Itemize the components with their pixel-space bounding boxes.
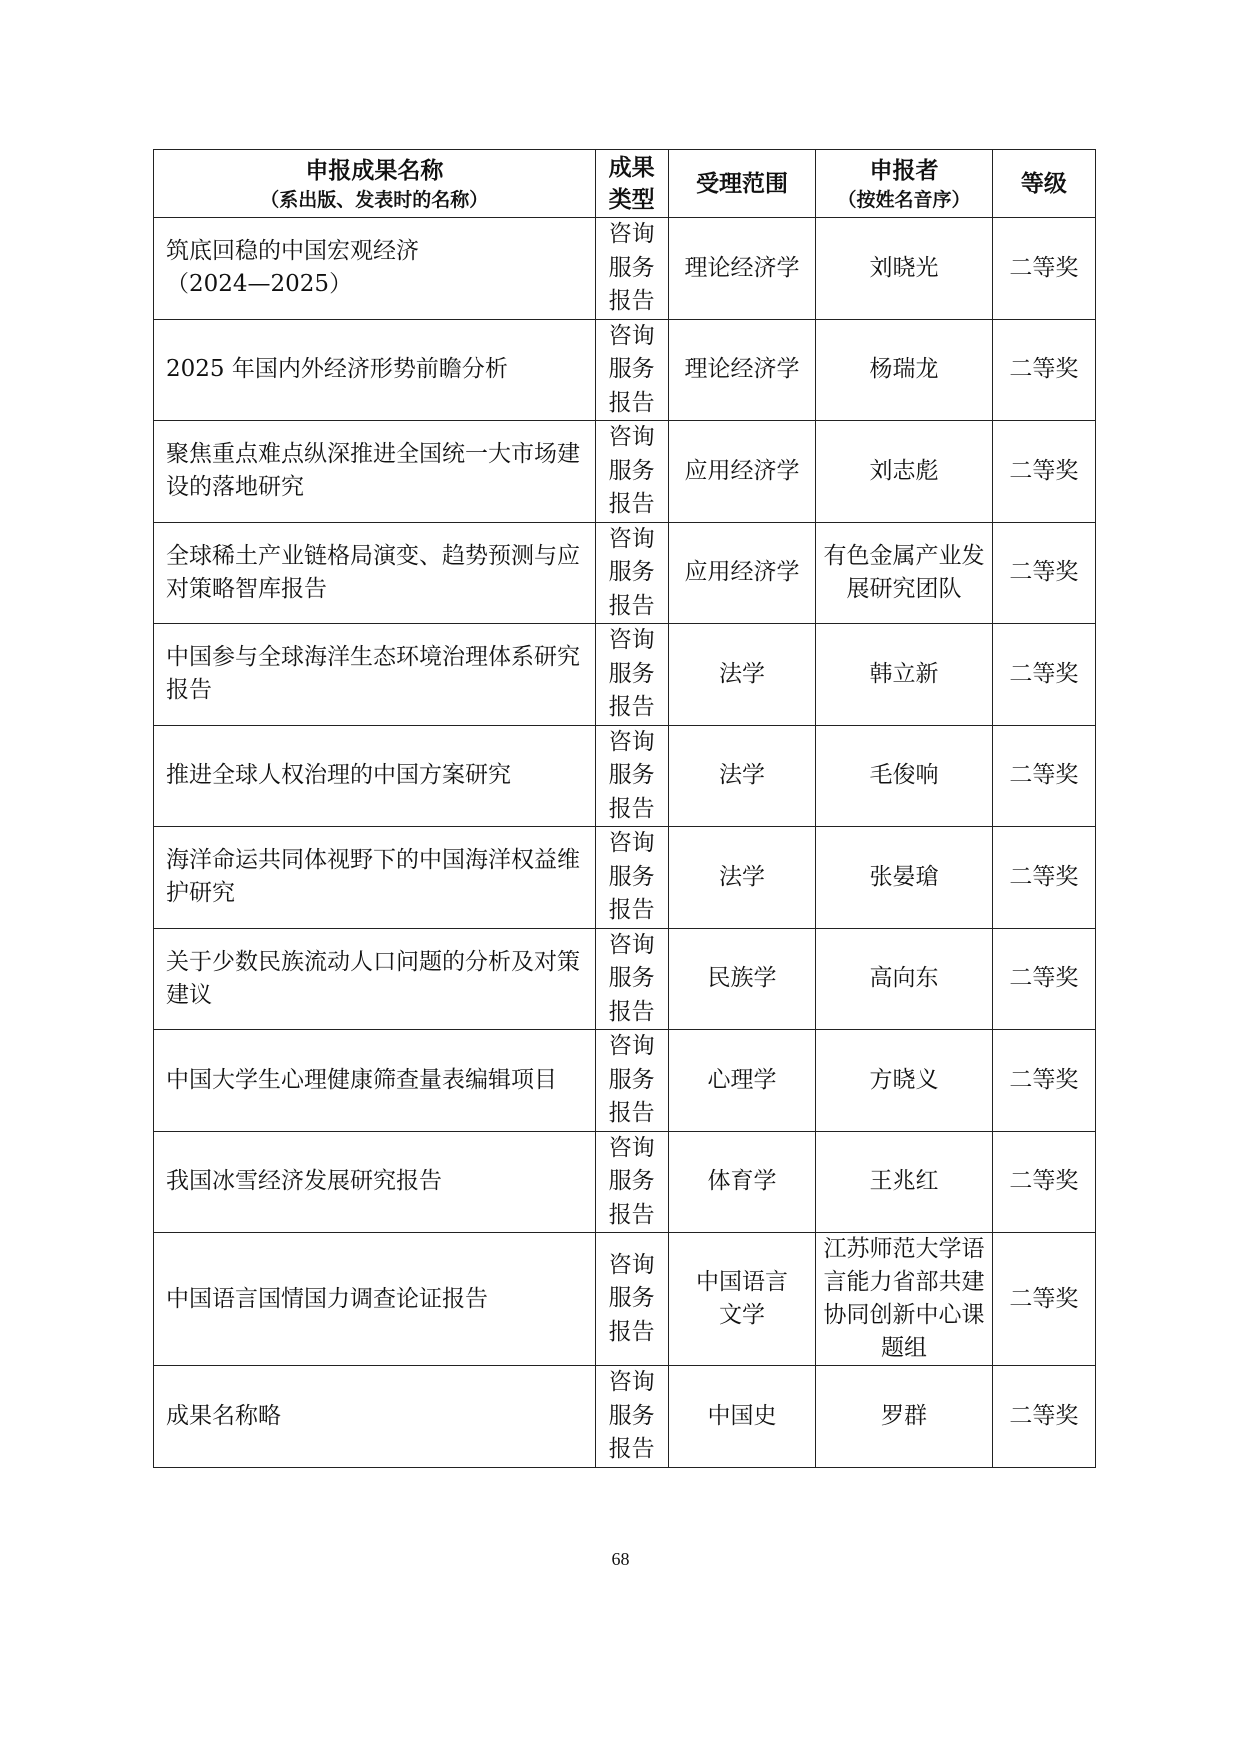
cell-achievement-type <box>595 1131 668 1233</box>
header-achievement-name <box>154 150 596 218</box>
cell-achievement-type <box>595 218 668 320</box>
type-line: 服务 <box>608 1066 655 1093</box>
cell-scope: 法学 <box>668 624 816 726</box>
cell-applicant: 杨瑞龙 <box>816 319 992 421</box>
type-line: 服务 <box>608 1402 655 1429</box>
cell-scope: 中国史 <box>668 1366 816 1468</box>
type-line: 咨询 <box>608 525 655 552</box>
type-line: 咨询 <box>608 322 655 349</box>
cell-achievement-name: 我国冰雪经济发展研究报告 <box>154 1131 596 1233</box>
cell-achievement-name: 聚焦重点难点纵深推进全国统一大市场建设的落地研究 <box>154 421 596 523</box>
cell-applicant: 王兆红 <box>816 1131 992 1233</box>
header-applicant-main: 申报者 <box>869 156 939 184</box>
cell-grade: 二等奖 <box>992 319 1095 421</box>
type-line: 报告 <box>608 1436 655 1462</box>
table-row <box>154 624 1096 726</box>
cell-grade: 二等奖 <box>992 1233 1095 1366</box>
cell-applicant: 江苏师范大学语言能力省部共建协同创新中心课题组 <box>816 1233 992 1366</box>
cell-grade: 二等奖 <box>992 725 1095 827</box>
table-row <box>154 1030 1096 1132</box>
cell-achievement-type <box>595 319 668 421</box>
type-line: 服务 <box>608 1285 655 1312</box>
header-type-line2: 类型 <box>608 185 655 213</box>
type-line: 报告 <box>608 897 655 923</box>
table-row <box>154 1131 1096 1233</box>
cell-achievement-name: 关于少数民族流动人口问题的分析及对策建议 <box>154 928 596 1030</box>
cell-achievement-name: 全球稀土产业链格局演变、趋势预测与应对策略智库报告 <box>154 522 596 624</box>
type-line: 咨询 <box>608 424 655 450</box>
type-line: 报告 <box>608 795 655 822</box>
cell-achievement-name: 海洋命运共同体视野下的中国海洋权益维护研究 <box>154 827 596 929</box>
type-line: 服务 <box>608 457 655 484</box>
type-line: 咨询 <box>608 1251 655 1278</box>
cell-grade: 二等奖 <box>992 1030 1095 1132</box>
table-row <box>154 522 1096 624</box>
type-line: 咨询 <box>608 221 655 247</box>
cell-scope: 体育学 <box>668 1131 816 1233</box>
type-line: 报告 <box>608 389 655 416</box>
cell-scope: 民族学 <box>668 928 816 1030</box>
header-applicant <box>816 150 992 218</box>
type-line: 咨询 <box>608 728 655 755</box>
type-line: 咨询 <box>608 627 655 653</box>
cell-grade: 二等奖 <box>992 218 1095 320</box>
cell-achievement-type <box>595 725 668 827</box>
cell-achievement-name: 筑底回稳的中国宏观经济 （2024—2025） <box>154 218 596 320</box>
type-line: 服务 <box>608 254 655 281</box>
cell-grade: 二等奖 <box>992 624 1095 726</box>
cell-achievement-name: 成果名称略 <box>154 1366 596 1468</box>
type-line: 服务 <box>608 559 655 585</box>
page-number: 68 <box>611 1549 630 1569</box>
cell-applicant: 毛俊响 <box>816 725 992 827</box>
cell-achievement-name: 推进全球人权治理的中国方案研究 <box>154 725 596 827</box>
cell-achievement-type <box>595 1030 668 1132</box>
cell-applicant: 张晏瑲 <box>816 827 992 929</box>
cell-applicant: 高向东 <box>816 928 992 1030</box>
cell-achievement-name: 中国参与全球海洋生态环境治理体系研究报告 <box>154 624 596 726</box>
cell-scope: 应用经济学 <box>668 421 816 523</box>
header-row <box>154 150 1096 218</box>
type-line: 服务 <box>608 1168 655 1194</box>
type-line: 报告 <box>608 491 655 517</box>
type-line: 咨询 <box>608 931 655 958</box>
cell-scope: 法学 <box>668 827 816 929</box>
cell-achievement-name: 中国语言国情国力调查论证报告 <box>154 1233 596 1366</box>
cell-scope: 心理学 <box>668 1030 816 1132</box>
table-row <box>154 1366 1096 1468</box>
cell-achievement-type <box>595 421 668 523</box>
header-grade: 等级 <box>992 150 1095 218</box>
cell-achievement-type <box>595 1233 668 1366</box>
cell-achievement-type <box>595 624 668 726</box>
awards-table <box>153 149 1096 1468</box>
header-type-line1: 成果 <box>608 153 655 181</box>
type-line: 报告 <box>608 1100 655 1126</box>
table-row <box>154 1233 1096 1366</box>
header-applicant-sub: （按姓名音序） <box>837 188 971 211</box>
type-line: 报告 <box>608 694 655 720</box>
type-line: 报告 <box>608 998 655 1025</box>
cell-achievement-type <box>595 827 668 929</box>
cell-grade: 二等奖 <box>992 1366 1095 1468</box>
type-line: 咨询 <box>608 1369 655 1395</box>
cell-grade: 二等奖 <box>992 1131 1095 1233</box>
cell-applicant: 刘志彪 <box>816 421 992 523</box>
cell-achievement-type <box>595 928 668 1030</box>
type-line: 报告 <box>608 592 655 619</box>
cell-grade: 二等奖 <box>992 827 1095 929</box>
type-line: 服务 <box>608 863 655 890</box>
header-name-main: 申报成果名称 <box>305 156 444 184</box>
cell-grade: 二等奖 <box>992 421 1095 523</box>
type-line: 报告 <box>608 288 655 314</box>
type-line: 报告 <box>608 1318 655 1345</box>
table-body <box>154 218 1096 1468</box>
cell-scope: 中国语言文学 <box>668 1233 816 1366</box>
table-row <box>154 218 1096 320</box>
header-achievement-type <box>595 150 668 218</box>
cell-scope: 应用经济学 <box>668 522 816 624</box>
type-line: 咨询 <box>608 830 655 856</box>
cell-scope: 法学 <box>668 725 816 827</box>
cell-grade: 二等奖 <box>992 928 1095 1030</box>
cell-achievement-name: 2025 年国内外经济形势前瞻分析 <box>154 319 596 421</box>
type-line: 服务 <box>608 660 655 687</box>
type-line: 咨询 <box>608 1134 655 1161</box>
type-line: 服务 <box>608 356 655 382</box>
cell-achievement-name: 中国大学生心理健康筛查量表编辑项目 <box>154 1030 596 1132</box>
cell-scope: 理论经济学 <box>668 218 816 320</box>
type-line: 报告 <box>608 1201 655 1228</box>
cell-applicant: 方晓义 <box>816 1030 992 1132</box>
cell-achievement-type <box>595 522 668 624</box>
header-scope: 受理范围 <box>668 150 816 218</box>
type-line: 服务 <box>608 965 655 991</box>
cell-applicant: 韩立新 <box>816 624 992 726</box>
cell-grade: 二等奖 <box>992 522 1095 624</box>
cell-scope: 理论经济学 <box>668 319 816 421</box>
cell-achievement-type <box>595 1366 668 1468</box>
type-line: 服务 <box>608 762 655 788</box>
cell-applicant: 罗群 <box>816 1366 992 1468</box>
type-line: 咨询 <box>608 1033 655 1059</box>
header-name-sub: （系出版、发表时的名称） <box>260 188 489 211</box>
table-row <box>154 319 1096 421</box>
cell-applicant: 有色金属产业发展研究团队 <box>816 522 992 624</box>
cell-applicant: 刘晓光 <box>816 218 992 320</box>
table-row <box>154 421 1096 523</box>
table-row <box>154 928 1096 1030</box>
table-row <box>154 725 1096 827</box>
table-row <box>154 827 1096 929</box>
